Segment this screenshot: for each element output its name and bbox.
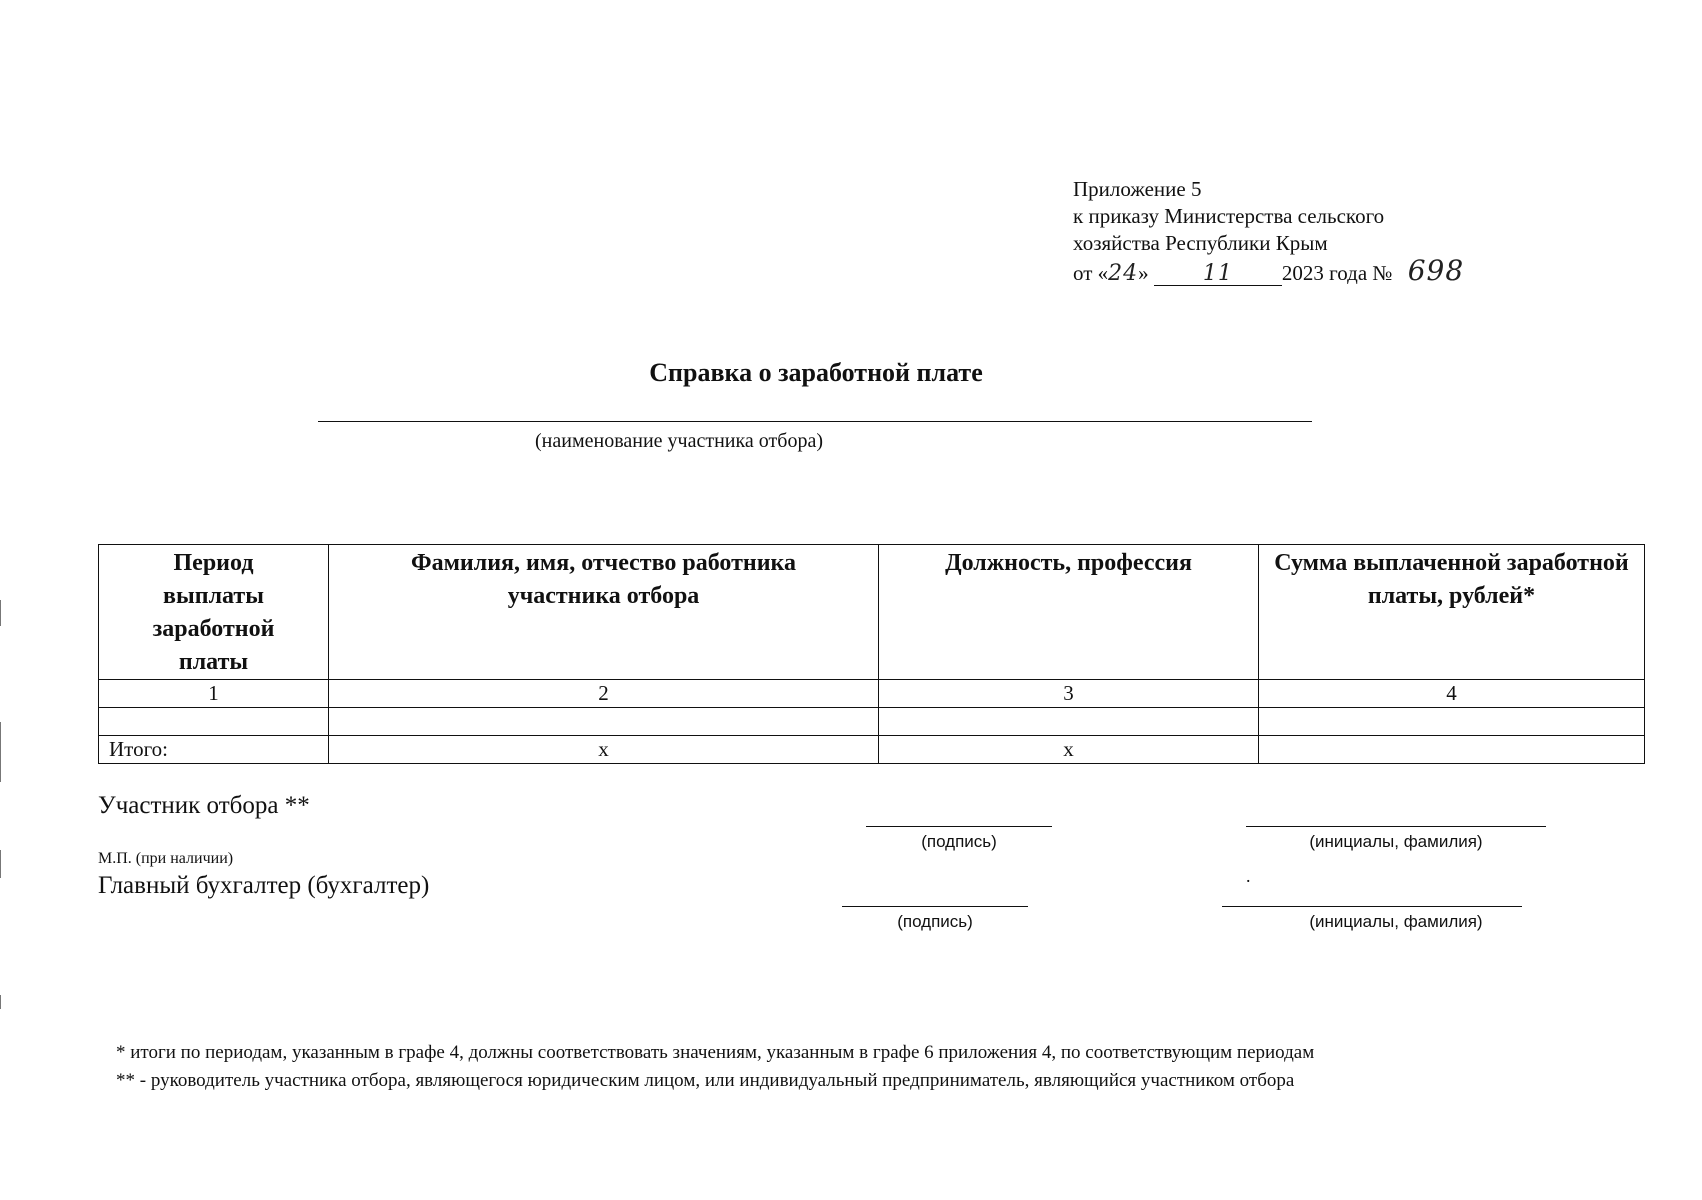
date-day: 24 xyxy=(1108,261,1139,286)
table-cell: 2 xyxy=(329,680,879,708)
table-cell xyxy=(1259,708,1645,736)
table-cell xyxy=(879,708,1259,736)
stray-dot: . xyxy=(1246,866,1251,886)
chief-initials-caption: (инициалы, фамилия) xyxy=(1309,912,1483,931)
table-cell: х xyxy=(329,736,879,764)
table-row-total xyxy=(99,736,1645,764)
chief-initials-line xyxy=(1222,906,1522,907)
date-prefix: от « xyxy=(1073,261,1109,285)
scan-mark xyxy=(0,850,1,878)
footnote-2: ** - руководитель участника отбора, являющегося юридическим лицом, или индивидуальный предприниматель, являющийся участником отбора xyxy=(116,1070,1295,1091)
table-row-empty xyxy=(99,708,1645,736)
date-year: 2023 года № xyxy=(1281,261,1393,285)
chief-accountant-label: Главный бухгалтер (бухгалтер) xyxy=(98,872,430,899)
footnote-1: * итоги по периодам, указанным в графе 4, должны соответствовать значениям, указанным в графе 6 приложения 4, по соответствующим периодам xyxy=(116,1042,1315,1063)
participant-name-line xyxy=(318,421,1312,422)
table-cell xyxy=(99,708,329,736)
appendix-reference xyxy=(1073,176,1464,287)
participant-initials-caption: (инициалы, фамилия) xyxy=(1309,832,1483,851)
table-cell: х xyxy=(879,736,1259,764)
date-mid: » xyxy=(1138,261,1149,285)
table-cell-total-label: Итого: xyxy=(99,736,329,764)
salary-table xyxy=(98,544,1645,764)
header-position: Должность, профессия xyxy=(879,545,1259,680)
order-number: 698 xyxy=(1407,254,1465,287)
appendix-date-line xyxy=(1073,254,1465,287)
participant-label: Участник отбора ** xyxy=(98,792,310,819)
chief-signature-line xyxy=(842,906,1028,907)
appendix-line-3: хозяйства Республики Крым xyxy=(1073,231,1328,255)
participant-initials-line xyxy=(1246,826,1546,827)
participant-signature-caption: (подпись) xyxy=(921,832,997,851)
date-month-field xyxy=(1154,262,1282,286)
scan-mark xyxy=(0,600,1,626)
appendix-line-2: к приказу Министерства сельского xyxy=(1073,204,1385,228)
participant-name-caption: (наименование участника отбора) xyxy=(535,430,823,452)
table-row-column-numbers xyxy=(99,680,1645,708)
scan-mark xyxy=(0,995,1,1009)
table-cell: 3 xyxy=(879,680,1259,708)
table-cell: 1 xyxy=(99,680,329,708)
table-cell xyxy=(329,708,879,736)
table-header-row xyxy=(99,545,1645,680)
document-title: Справка о заработной плате xyxy=(649,358,983,387)
header-salary-amount: Сумма выплаченной заработной платы, рублей* xyxy=(1259,545,1645,680)
chief-signature-caption: (подпись) xyxy=(897,912,973,931)
seal-label: М.П. (при наличии) xyxy=(98,850,234,867)
header-payment-period: Период выплаты заработной платы xyxy=(99,545,329,680)
date-month: 11 xyxy=(1202,261,1233,286)
scan-mark xyxy=(0,722,1,782)
appendix-line-1: Приложение 5 xyxy=(1073,177,1202,201)
header-employee-name: Фамилия, имя, отчество работника участника отбора xyxy=(329,545,879,680)
participant-signature-line xyxy=(866,826,1052,827)
table-cell: 4 xyxy=(1259,680,1645,708)
table-cell xyxy=(1259,736,1645,764)
